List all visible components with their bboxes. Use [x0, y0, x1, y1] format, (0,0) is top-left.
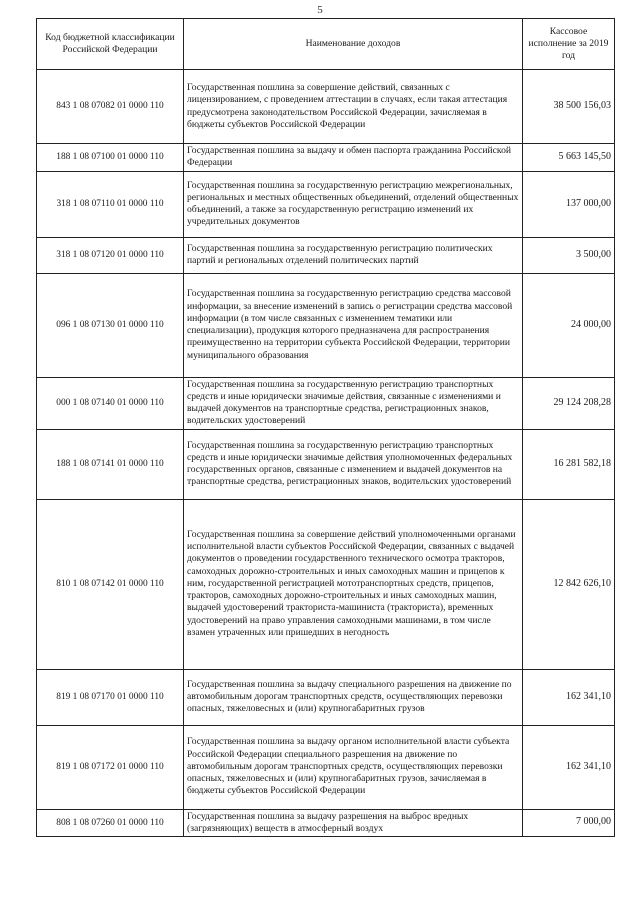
header-name: Наименование доходов [184, 19, 523, 70]
row-name: Государственная пошлина за государственную регистрацию средства массовой информации, за внесение изменений в запись о регистрации средства массовой информации (в том числе связанных с изменением тематики или специализации), продукция которого предназначена для распространения преимущественно на территории субъекта Российской Федерации, территории муниципального образования [184, 273, 523, 377]
row-name: Государственная пошлина за государственную регистрацию политических партий и региональных отделений политических партий [184, 237, 523, 273]
row-amount: 3 500,00 [523, 237, 615, 273]
margin-scan-marks [10, 30, 20, 890]
table-row [37, 273, 615, 377]
page-number: 5 [317, 4, 323, 16]
row-name: Государственная пошлина за выдачу специального разрешения на движение по автомобильным дорогам транспортных средств, осуществляющих перевозки опасных, тяжеловесных и (или) крупногабаритных грузов [184, 669, 523, 725]
row-code: 318 1 08 07110 01 0000 110 [37, 171, 184, 237]
row-code: 819 1 08 07172 01 0000 110 [37, 725, 184, 809]
row-amount: 16 281 582,18 [523, 429, 615, 499]
row-amount: 162 341,10 [523, 669, 615, 725]
row-code: 810 1 08 07142 01 0000 110 [37, 499, 184, 669]
table-row [37, 499, 615, 669]
table-row [37, 725, 615, 809]
table-row [37, 144, 615, 172]
row-amount: 38 500 156,03 [523, 70, 615, 144]
row-code: 000 1 08 07140 01 0000 110 [37, 377, 184, 429]
row-amount: 12 842 626,10 [523, 499, 615, 669]
table-row [37, 809, 615, 837]
row-code: 819 1 08 07170 01 0000 110 [37, 669, 184, 725]
revenue-table [36, 18, 615, 837]
row-amount: 137 000,00 [523, 171, 615, 237]
table-body [37, 70, 615, 837]
header-code: Код бюджетной классификации Российской Федерации [37, 19, 184, 70]
table-row [37, 377, 615, 429]
row-name: Государственная пошлина за совершение действий уполномоченными органами исполнительной власти субъектов Российской Федерации, связанных с выдачей документов о проведении государственного технического осмотра тракторов, самоходных дорожно-строительных и иных самоходных машин и прицепов к ним, государственной регистрацией мототранспортных средств, прицепов, тракторов, самоходных дорожно-строительных и иных самоходных машин, выдачей удостоверений тракториста-машиниста (тракториста), временных удостоверений на право управления самоходными машинами, в том числе взамен утраченных или пришедших в негодность [184, 499, 523, 669]
row-amount: 162 341,10 [523, 725, 615, 809]
row-name: Государственная пошлина за государственную регистрацию транспортных средств и иные юридически значимые действия, связанные с изменениями и выдачей документов на транспортные средства, регистрационных знаков, водительских удостоверений [184, 377, 523, 429]
table-row [37, 237, 615, 273]
table-row [37, 429, 615, 499]
row-amount: 24 000,00 [523, 273, 615, 377]
row-name: Государственная пошлина за государственную регистрацию межрегиональных, региональных и местных общественных объединений, отделений общественных объединений, а также за государственную регистрацию изменений их учредительных документов [184, 171, 523, 237]
row-name: Государственная пошлина за выдачу разрешения на выброс вредных (загрязняющих) веществ в атмосферный воздух [184, 809, 523, 837]
row-name: Государственная пошлина за государственную регистрацию транспортных средств и иные юридически значимые действия уполномоченных федеральных государственных органов, связанные с изменением и выдачей документов на транспортные средства, регистрационных знаков, водительских удостоверений [184, 429, 523, 499]
table-header [37, 19, 615, 70]
header-amount: Кассовое исполнение за 2019 год [523, 19, 615, 70]
row-code: 188 1 08 07100 01 0000 110 [37, 144, 184, 172]
row-amount: 29 124 208,28 [523, 377, 615, 429]
row-code: 843 1 08 07082 01 0000 110 [37, 70, 184, 144]
row-name: Государственная пошлина за выдачу и обмен паспорта гражданина Российской Федерации [184, 144, 523, 172]
row-name: Государственная пошлина за выдачу органом исполнительной власти субъекта Российской Федерации специального разрешения на движение по автомобильным дорогам транспортных средств, осуществляющих перевозки опасных, тяжеловесных и (или) крупногабаритных грузов, зачисляемая в бюджеты субъектов Российской Федерации [184, 725, 523, 809]
row-code: 318 1 08 07120 01 0000 110 [37, 237, 184, 273]
row-amount: 5 663 145,50 [523, 144, 615, 172]
row-code: 808 1 08 07260 01 0000 110 [37, 809, 184, 837]
table-row [37, 669, 615, 725]
row-amount: 7 000,00 [523, 809, 615, 837]
row-code: 188 1 08 07141 01 0000 110 [37, 429, 184, 499]
row-name: Государственная пошлина за совершение действий, связанных с лицензированием, с проведением аттестации в случаях, если такая аттестация предусмотрена законодательством Российской Федерации, зачисляемая в бюджеты субъектов Российской Федерации [184, 70, 523, 144]
row-code: 096 1 08 07130 01 0000 110 [37, 273, 184, 377]
header-row [37, 19, 615, 70]
table-row [37, 171, 615, 237]
table-row [37, 70, 615, 144]
